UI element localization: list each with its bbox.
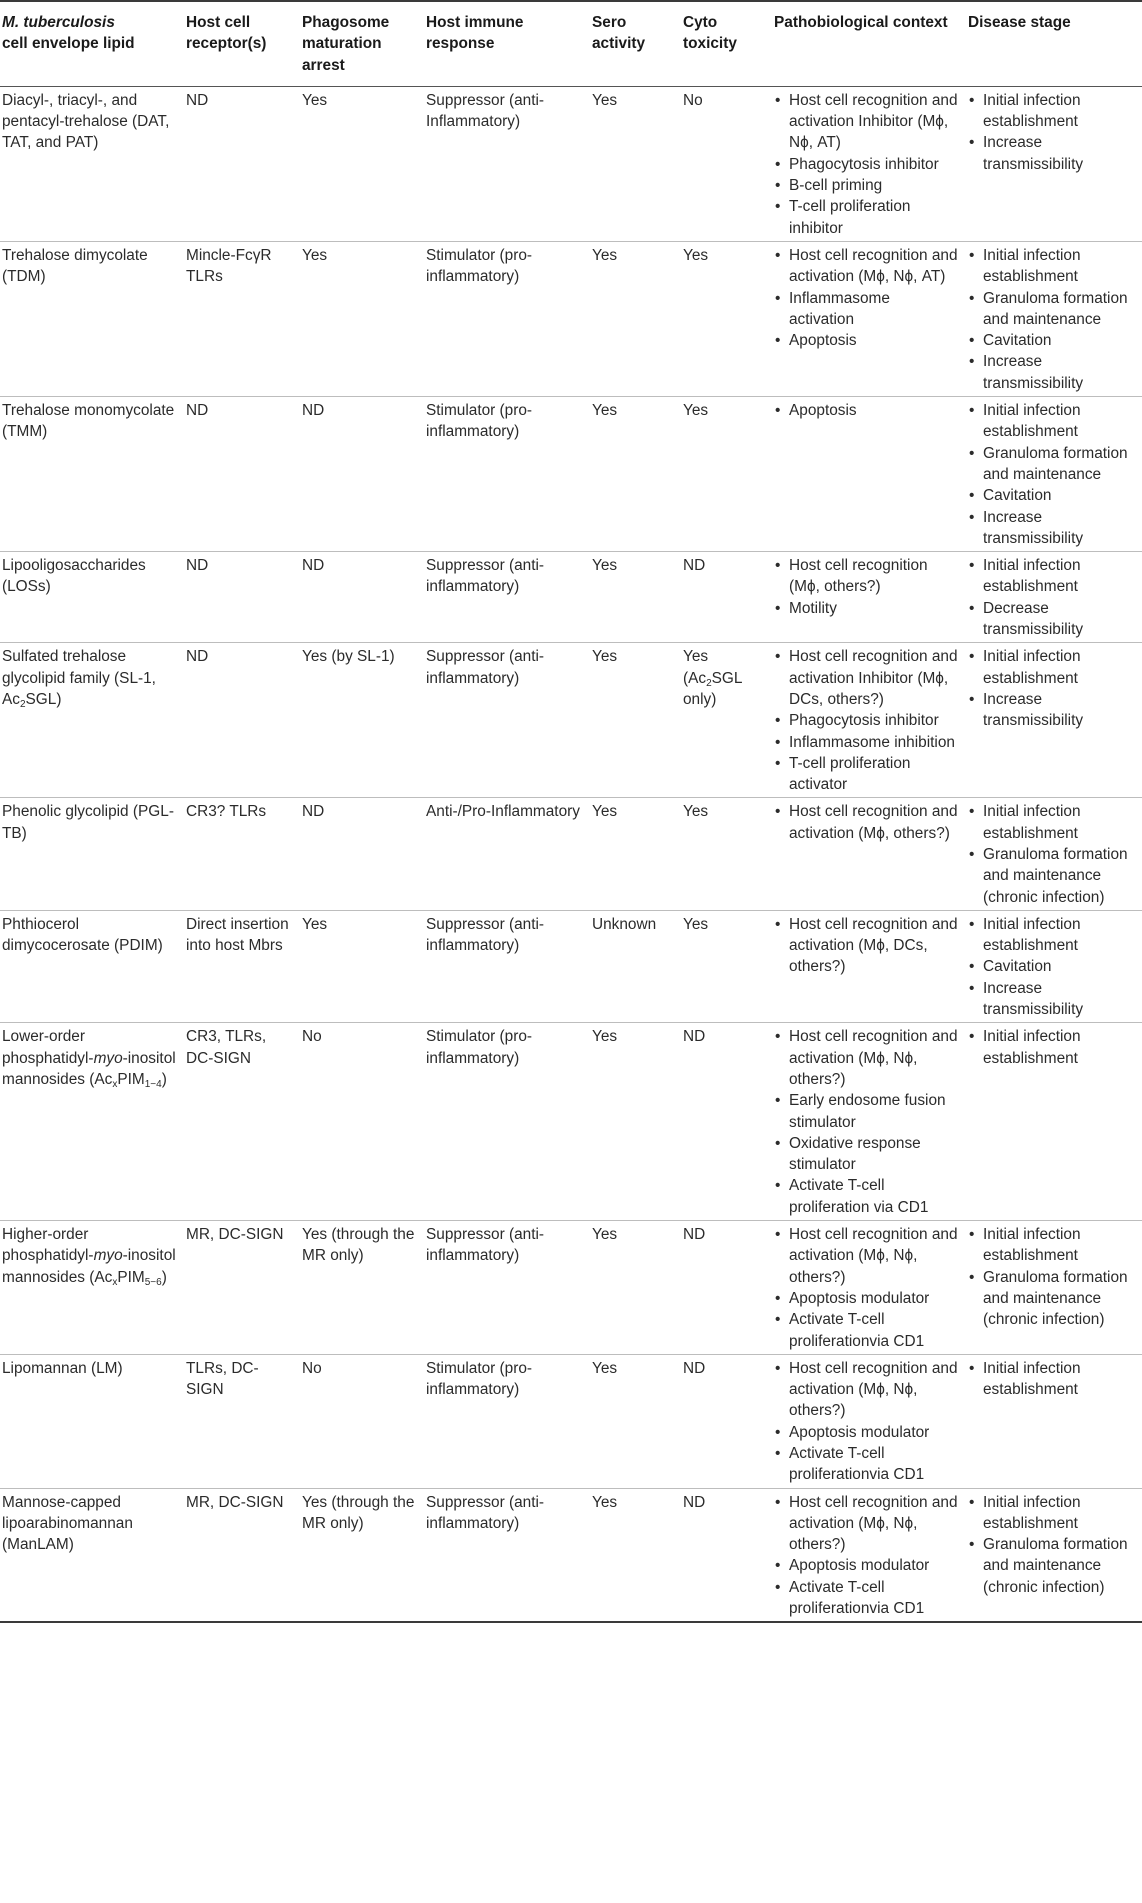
cell-context-list <box>774 1492 958 1620</box>
list-item: • Initial infection establishment <box>983 914 1132 957</box>
table-row <box>0 1488 1142 1622</box>
cell-sero: Yes <box>592 86 683 241</box>
cell-phagosome: Yes <box>302 241 426 396</box>
cell-context-list <box>774 1026 958 1218</box>
list-item: • Cavitation <box>983 956 1132 977</box>
list-item: • Activate T-cell proliferationvia CD1 <box>789 1309 958 1352</box>
cell-sero: Yes <box>592 643 683 798</box>
list-item: • Initial infection establishment <box>983 1358 1132 1401</box>
list-item: • Host cell recognition and activation (Mϕ, Nϕ, others?) <box>789 1492 958 1556</box>
cell-stage <box>968 1488 1142 1622</box>
cell-cyto: ND <box>683 1221 774 1355</box>
cell-immune: Suppressor (anti-inflammatory) <box>426 1221 592 1355</box>
cell-stage <box>968 1221 1142 1355</box>
header-context: Pathobiological context <box>774 1 968 86</box>
cell-context <box>774 910 968 1022</box>
cell-receptor: ND <box>186 643 302 798</box>
table-row <box>0 1354 1142 1488</box>
cell-context-list <box>774 245 958 351</box>
cell-lipid: Lipomannan (LM) <box>0 1354 186 1488</box>
cell-lipid: Lipooligosaccharides (LOSs) <box>0 552 186 643</box>
header-immune: Host immune response <box>426 1 592 86</box>
cell-receptor: MR, DC-SIGN <box>186 1488 302 1622</box>
list-item: • T-cell proliferation inhibitor <box>789 196 958 239</box>
list-item: • Granuloma formation and maintenance <box>983 288 1132 331</box>
list-item: • Inflammasome inhibition <box>789 732 958 753</box>
list-item: • Cavitation <box>983 330 1132 351</box>
list-item: • Apoptosis modulator <box>789 1422 958 1443</box>
table-row <box>0 1023 1142 1221</box>
cell-lipid: Trehalose dimycolate (TDM) <box>0 241 186 396</box>
cell-cyto: Yes <box>683 798 774 910</box>
cell-receptor: ND <box>186 86 302 241</box>
cell-sero: Yes <box>592 552 683 643</box>
cell-stage-list <box>968 1358 1132 1401</box>
cell-stage <box>968 910 1142 1022</box>
table-row <box>0 241 1142 396</box>
list-item: • Activate T-cell proliferation via CD1 <box>789 1175 958 1218</box>
list-item: • T-cell proliferation activator <box>789 753 958 796</box>
cell-lipid: Diacyl-, triacyl-, and pentacyl-trehalose (DAT, TAT, and PAT) <box>0 86 186 241</box>
cell-cyto: ND <box>683 552 774 643</box>
cell-sero: Yes <box>592 1221 683 1355</box>
cell-receptor: ND <box>186 552 302 643</box>
cell-context <box>774 86 968 241</box>
cell-context-list <box>774 646 958 795</box>
cell-receptor: Mincle-FcγR TLRs <box>186 241 302 396</box>
cell-stage-list <box>968 914 1132 1020</box>
cell-receptor: CR3? TLRs <box>186 798 302 910</box>
cell-receptor: ND <box>186 397 302 552</box>
cell-sero: Yes <box>592 1023 683 1221</box>
list-item: • Host cell recognition and activation (Mϕ, others?) <box>789 801 958 844</box>
cell-stage-list <box>968 1026 1132 1069</box>
list-item: • Apoptosis modulator <box>789 1288 958 1309</box>
cell-context-list <box>774 1358 958 1486</box>
cell-stage-list <box>968 90 1132 175</box>
cell-receptor: CR3, TLRs, DC-SIGN <box>186 1023 302 1221</box>
cell-stage <box>968 241 1142 396</box>
list-item: • Motility <box>789 598 958 619</box>
cell-cyto: Yes ($Ac_2SGL$ only) <box>683 643 774 798</box>
cell-receptor: Direct insertion into host Mbrs <box>186 910 302 1022</box>
list-item: • Early endosome fusion stimulator <box>789 1090 958 1133</box>
cell-stage <box>968 552 1142 643</box>
cell-context <box>774 552 968 643</box>
cell-context <box>774 1023 968 1221</box>
cell-cyto: ND <box>683 1488 774 1622</box>
list-item: • Host cell recognition and activation (Mϕ, Nϕ, others?) <box>789 1224 958 1288</box>
table-row <box>0 397 1142 552</box>
list-item: • Granuloma formation and maintenance (chronic infection) <box>983 844 1132 908</box>
cell-receptor: TLRs, DC-SIGN <box>186 1354 302 1488</box>
cell-stage <box>968 643 1142 798</box>
cell-stage-list <box>968 801 1132 907</box>
cell-lipid: Phthiocerol dimycocerosate (PDIM) <box>0 910 186 1022</box>
list-item: • Host cell recognition and activation (Mϕ, Nϕ, others?) <box>789 1026 958 1090</box>
list-item: • B-cell priming <box>789 175 958 196</box>
cell-cyto: ND <box>683 1023 774 1221</box>
cell-context <box>774 1221 968 1355</box>
cell-phagosome: ND <box>302 798 426 910</box>
cell-phagosome: Yes <box>302 86 426 241</box>
cell-stage-list <box>968 555 1132 640</box>
list-item: • Activate T-cell proliferationvia CD1 <box>789 1577 958 1620</box>
cell-immune: Stimulator (pro-inflammatory) <box>426 397 592 552</box>
cell-immune: Suppressor (anti-Inflammatory) <box>426 86 592 241</box>
list-item: • Increase transmissibility <box>983 689 1132 732</box>
list-item: • Inflammasome activation <box>789 288 958 331</box>
cell-phagosome: Yes <box>302 910 426 1022</box>
cell-phagosome: No <box>302 1354 426 1488</box>
cell-phagosome: ND <box>302 552 426 643</box>
cell-immune: Stimulator (pro-inflammatory) <box>426 1354 592 1488</box>
cell-sero: Yes <box>592 397 683 552</box>
list-item: • Apoptosis <box>789 330 958 351</box>
list-item: • Host cell recognition and activation (Mϕ, DCs, others?) <box>789 914 958 978</box>
cell-lipid: Higher-order phosphatidyl-myo-inositol mannosides $(Ac_xPIM_{5-6})$ <box>0 1221 186 1355</box>
list-item: • Host cell recognition (Mϕ, others?) <box>789 555 958 598</box>
cell-context <box>774 643 968 798</box>
cell-stage <box>968 397 1142 552</box>
list-item: • Host cell recognition and activation (Mϕ, Nϕ, others?) <box>789 1358 958 1422</box>
header-cyto: Cyto toxicity <box>683 1 774 86</box>
header-receptor: Host cell receptor(s) <box>186 1 302 86</box>
list-item: • Apoptosis <box>789 400 958 421</box>
list-item: • Initial infection establishment <box>983 646 1132 689</box>
cell-phagosome: No <box>302 1023 426 1221</box>
table-row <box>0 552 1142 643</box>
list-item: • Increase transmissibility <box>983 132 1132 175</box>
list-item: • Oxidative response stimulator <box>789 1133 958 1176</box>
cell-cyto: Yes <box>683 910 774 1022</box>
cell-context-list <box>774 1224 958 1352</box>
list-item: • Host cell recognition and activation Inhibitor (Mϕ, DCs, others?) <box>789 646 958 710</box>
cell-stage-list <box>968 1224 1132 1330</box>
cell-lipid: Sulfated trehalose glycolipid family (SL-1, $Ac_2SGL$) <box>0 643 186 798</box>
cell-phagosome: Yes (by SL-1) <box>302 643 426 798</box>
list-item: • Decrease transmissibility <box>983 598 1132 641</box>
header-sero: Sero activity <box>592 1 683 86</box>
table-header-row <box>0 1 1142 86</box>
cell-context <box>774 798 968 910</box>
cell-lipid: Mannose-capped lipoarabinomannan (ManLAM) <box>0 1488 186 1622</box>
table-row <box>0 910 1142 1022</box>
header-lipid <box>0 1 186 86</box>
header-stage: Disease stage <box>968 1 1142 86</box>
cell-context-list <box>774 801 958 844</box>
list-item: • Initial infection establishment <box>983 400 1132 443</box>
header-lipid-italic: M. tuberculosis <box>2 14 115 31</box>
cell-sero: Unknown <box>592 910 683 1022</box>
cell-stage <box>968 1354 1142 1488</box>
list-item: • Host cell recognition and activation (Mϕ, Nϕ, AT) <box>789 245 958 288</box>
cell-cyto: Yes <box>683 241 774 396</box>
cell-stage-list <box>968 1492 1132 1598</box>
cell-context <box>774 1354 968 1488</box>
cell-lipid: Trehalose monomycolate (TMM) <box>0 397 186 552</box>
cell-cyto: ND <box>683 1354 774 1488</box>
list-item: • Host cell recognition and activation Inhibitor (Mϕ, Nϕ, AT) <box>789 90 958 154</box>
cell-sero: Yes <box>592 1354 683 1488</box>
cell-context-list <box>774 914 958 978</box>
cell-sero: Yes <box>592 1488 683 1622</box>
cell-sero: Yes <box>592 798 683 910</box>
list-item: • Increase transmissibility <box>983 507 1132 550</box>
table-row <box>0 643 1142 798</box>
cell-context-list <box>774 400 958 421</box>
cell-immune: Stimulator (pro-inflammatory) <box>426 241 592 396</box>
cell-immune: Suppressor (anti-inflammatory) <box>426 552 592 643</box>
cell-context-list <box>774 90 958 239</box>
list-item: • Granuloma formation and maintenance (chronic infection) <box>983 1534 1132 1598</box>
cell-phagosome: Yes (through the MR only) <box>302 1221 426 1355</box>
list-item: • Initial infection establishment <box>983 90 1132 133</box>
cell-stage-list <box>968 245 1132 394</box>
list-item: • Granuloma formation and maintenance <box>983 443 1132 486</box>
list-item: • Initial infection establishment <box>983 245 1132 288</box>
cell-stage <box>968 1023 1142 1221</box>
list-item: • Phagocytosis inhibitor <box>789 154 958 175</box>
cell-context <box>774 397 968 552</box>
cell-immune: Stimulator (pro-inflammatory) <box>426 1023 592 1221</box>
list-item: • Granuloma formation and maintenance (chronic infection) <box>983 1267 1132 1331</box>
list-item: • Increase transmissibility <box>983 978 1132 1021</box>
header-lipid-rest: cell envelope lipid <box>2 35 135 53</box>
header-phagosome: Phagosome maturation arrest <box>302 1 426 86</box>
cell-cyto: No <box>683 86 774 241</box>
list-item: • Activate T-cell proliferationvia CD1 <box>789 1443 958 1486</box>
list-item: • Initial infection establishment <box>983 1026 1132 1069</box>
cell-context <box>774 241 968 396</box>
cell-context-list <box>774 555 958 619</box>
cell-cyto: Yes <box>683 397 774 552</box>
cell-phagosome: ND <box>302 397 426 552</box>
list-item: • Cavitation <box>983 485 1132 506</box>
list-item: • Initial infection establishment <box>983 1492 1132 1535</box>
cell-stage-list <box>968 646 1132 731</box>
cell-immune: Suppressor (anti-inflammatory) <box>426 1488 592 1622</box>
table-row <box>0 1221 1142 1355</box>
cell-immune: Anti-/Pro-Inflammatory <box>426 798 592 910</box>
cell-receptor: MR, DC-SIGN <box>186 1221 302 1355</box>
cell-lipid: Phenolic glycolipid (PGL-TB) <box>0 798 186 910</box>
list-item: • Initial infection establishment <box>983 801 1132 844</box>
cell-sero: Yes <box>592 241 683 396</box>
cell-immune: Suppressor (anti-inflammatory) <box>426 910 592 1022</box>
list-item: • Apoptosis modulator <box>789 1555 958 1576</box>
cell-context <box>774 1488 968 1622</box>
list-item: • Increase transmissibility <box>983 351 1132 394</box>
cell-phagosome: Yes (through the MR only) <box>302 1488 426 1622</box>
cell-stage-list <box>968 400 1132 549</box>
table-row <box>0 86 1142 241</box>
list-item: • Phagocytosis inhibitor <box>789 710 958 731</box>
list-item: • Initial infection establishment <box>983 1224 1132 1267</box>
table-row <box>0 798 1142 910</box>
cell-stage <box>968 86 1142 241</box>
cell-lipid: Lower-order phosphatidyl-myo-inositol mannosides $(Ac_xPIM_{1-4})$ <box>0 1023 186 1221</box>
cell-stage <box>968 798 1142 910</box>
list-item: • Initial infection establishment <box>983 555 1132 598</box>
cell-immune: Suppressor (anti-inflammatory) <box>426 643 592 798</box>
